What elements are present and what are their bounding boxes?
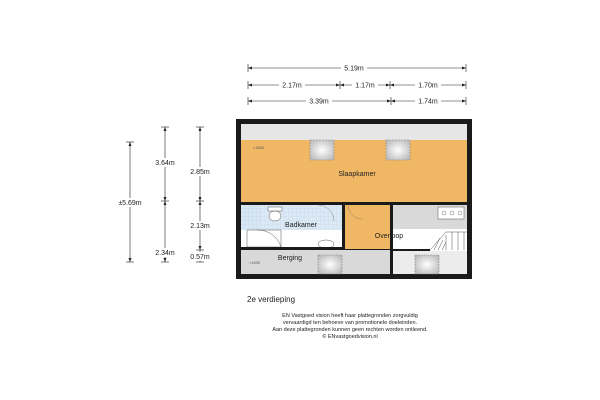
skylight bbox=[318, 255, 342, 274]
dim-top-seg-2: 1.17m bbox=[355, 82, 375, 90]
disclaimer bbox=[225, 313, 475, 341]
disclaimer-line: © ENvastgoedvision.nl bbox=[322, 334, 378, 340]
dim-top-right-part: 1.74m bbox=[418, 98, 438, 106]
dim-overall-height: ±5.69m bbox=[118, 200, 142, 207]
dim-left-upper: 3.64m bbox=[155, 160, 175, 167]
disclaimer-line: EN Vastgoed vision heeft haar plattegronden zorgvuldig bbox=[282, 313, 418, 319]
skylight bbox=[310, 140, 334, 160]
left-dimensions bbox=[126, 127, 204, 262]
dim-left-lower: 2.34m bbox=[155, 250, 175, 257]
skylight bbox=[386, 140, 410, 160]
staircase bbox=[430, 229, 467, 251]
landing-floor bbox=[345, 205, 390, 249]
dim-total-width: 5.19m bbox=[344, 65, 364, 73]
disclaimer-line: Aan deze plattegronden kunnen geen rechten worden ontleend. bbox=[272, 327, 428, 333]
skylight bbox=[415, 255, 439, 274]
dim-top-seg-3: 1.70m bbox=[418, 82, 438, 90]
room-label-overloop: Overloop bbox=[374, 233, 404, 240]
dim-inner-1: 2.85m bbox=[190, 169, 210, 176]
toilet bbox=[268, 207, 282, 211]
room-label-berging: Berging bbox=[277, 255, 303, 262]
height-marker: <1500 bbox=[253, 145, 265, 150]
dim-top-left-part: 3.39m bbox=[309, 98, 329, 106]
height-marker: <1500 bbox=[249, 260, 261, 265]
room-label-badkamer: Badkamer bbox=[285, 222, 317, 229]
room-label-slaapkamer: Slaapkamer bbox=[338, 171, 376, 178]
dim-inner-2: 2.13m bbox=[190, 223, 210, 230]
disclaimer-line: vervaardigd ten behoeve van promotionele doeleinden. bbox=[282, 320, 418, 326]
dim-inner-3: 0.57m bbox=[190, 254, 210, 261]
floor-caption: 2e verdieping bbox=[247, 295, 296, 304]
dim-top-seg-1: 2.17m bbox=[282, 82, 302, 90]
shower bbox=[247, 230, 281, 247]
washbasin bbox=[318, 240, 334, 248]
